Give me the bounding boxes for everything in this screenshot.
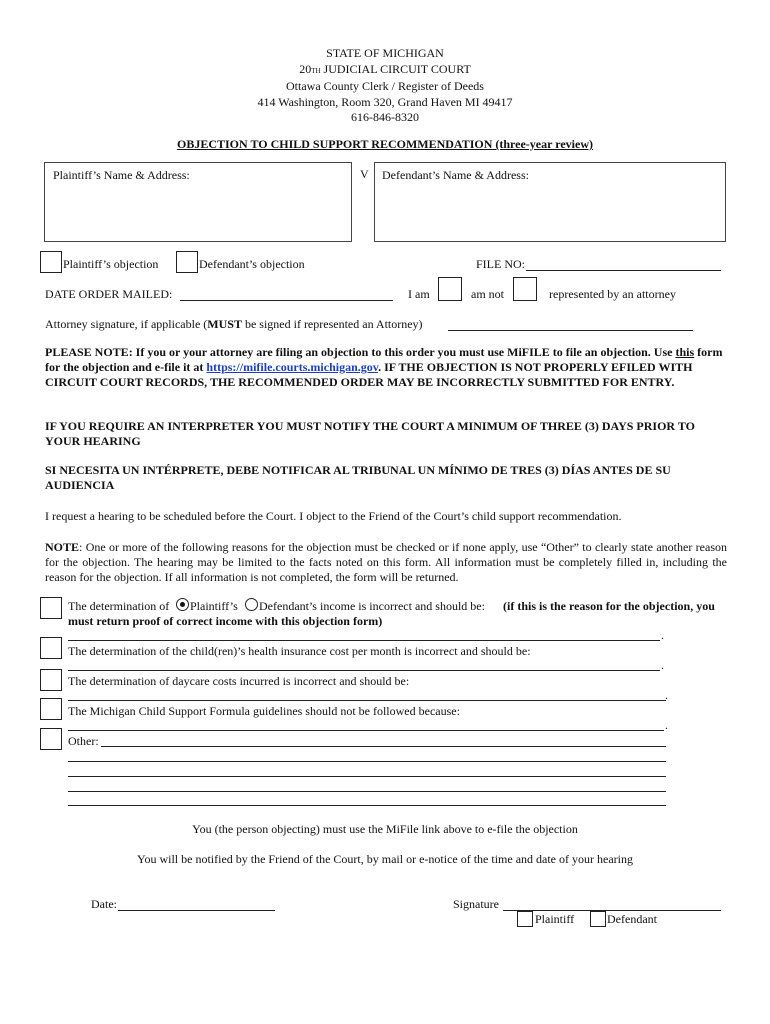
court-line: 20TH JUDICIAL CIRCUIT COURT bbox=[299, 61, 471, 76]
reason-other-checkbox[interactable] bbox=[40, 728, 62, 750]
signature-plaintiff-checkbox[interactable] bbox=[517, 911, 533, 927]
mifile-instruction: You (the person objecting) must use the MiFile link above to e-file the objection bbox=[192, 822, 578, 836]
signature-input[interactable] bbox=[503, 896, 721, 911]
plaintiff-name-address-label: Plaintiff’s Name & Address: bbox=[53, 168, 190, 182]
reason-income-label: The determination of bbox=[68, 599, 170, 613]
clerk-line: Ottawa County Clerk / Register of Deeds bbox=[286, 79, 484, 93]
plaintiff-name-address-field[interactable] bbox=[44, 162, 352, 242]
phone-line: 616-846-8320 bbox=[351, 110, 419, 124]
i-am-checkbox[interactable] bbox=[438, 277, 462, 301]
date-order-mailed-input[interactable] bbox=[180, 286, 393, 301]
file-no-label: FILE NO: bbox=[476, 257, 525, 271]
income-answer-line[interactable] bbox=[68, 640, 660, 641]
form-title: OBJECTION TO CHILD SUPPORT RECOMMENDATION (three-year review) bbox=[176, 137, 593, 151]
attorney-signature-label: Attorney signature, if applicable (MUST be signed if represented an Attorney) bbox=[45, 317, 423, 331]
reason-guidelines-label: The Michigan Child Support Formula guidelines should not be followed because: bbox=[68, 704, 460, 718]
represented-by-attorney-label: represented by an attorney bbox=[549, 287, 676, 301]
signature-plaintiff-label: Plaintiff bbox=[535, 912, 575, 926]
reason-income-checkbox[interactable] bbox=[40, 597, 62, 619]
other-answer-line-5[interactable] bbox=[68, 805, 666, 806]
reason-health-insurance-label: The determination of the child(ren)’s health insurance cost per month is incorrect and should be: bbox=[68, 644, 531, 658]
period-mark: . bbox=[665, 688, 668, 702]
signature-defendant-label: Defendant bbox=[607, 912, 657, 926]
plaintiff-objection-label: Plaintiff’s objection bbox=[63, 257, 159, 271]
defendant-objection-checkbox[interactable] bbox=[176, 251, 198, 273]
reason-health-insurance-checkbox[interactable] bbox=[40, 637, 62, 659]
period-mark: . bbox=[665, 718, 668, 732]
interpreter-notice-english: IF YOU REQUIRE AN INTERPRETER YOU MUST NOTIFY THE COURT A MINIMUM OF THREE (3) DAYS PRIOR TO YOUR HEARING bbox=[45, 419, 695, 448]
mifile-notice: PLEASE NOTE: If you or your attorney are filing an objection to this order you must use MiFILE to file an objection. Use this form for the objection and e-file it at https://mifile.courts.michigan.gov. IF THE OBJECTION IS NOT PROPERLY EFILED WITH CIRCUIT COURT RECORDS, THE RECOMMENDED ORDER MAY BE INCORRECTLY SUBMITTED FOR ENTRY. bbox=[45, 345, 723, 389]
other-answer-line-1[interactable] bbox=[101, 746, 666, 747]
signature-label: Signature bbox=[453, 897, 499, 911]
date-label: Date: bbox=[91, 897, 117, 911]
health-insurance-answer-line[interactable] bbox=[68, 670, 660, 671]
interpreter-notice-spanish: SI NECESITA UN INTÉRPRETE, DEBE NOTIFICAR AL TRIBUNAL UN MÍNIMO DE TRES (3) DÍAS ANTES DE SU AUDIENCIA bbox=[45, 463, 671, 492]
plaintiff-objection-checkbox[interactable] bbox=[40, 251, 62, 273]
state-line: STATE OF MICHIGAN bbox=[326, 46, 444, 60]
am-not-label: am not bbox=[471, 287, 504, 301]
defendant-name-address-field[interactable] bbox=[374, 162, 726, 242]
attorney-signature-input[interactable] bbox=[448, 316, 693, 331]
income-plaintiff-label: Plaintiff’s bbox=[190, 599, 238, 613]
defendant-name-address-label: Defendant’s Name & Address: bbox=[382, 168, 529, 182]
file-no-input[interactable] bbox=[526, 256, 721, 271]
income-defendant-label: Defendant’s income is incorrect and should be: bbox=[259, 599, 485, 613]
period-mark: . bbox=[661, 628, 664, 642]
notification-instruction: You will be notified by the Friend of the Court, by mail or e-notice of the time and date of your hearing bbox=[136, 852, 633, 866]
reason-guidelines-checkbox[interactable] bbox=[40, 698, 62, 720]
date-input[interactable] bbox=[118, 896, 275, 911]
am-not-checkbox[interactable] bbox=[513, 277, 537, 301]
income-proof-note: (if this is the reason for the objection, you must return proof of correct income with this objection form) bbox=[68, 599, 715, 628]
other-answer-line-4[interactable] bbox=[68, 791, 666, 792]
reason-daycare-label: The determination of daycare costs incurred is incorrect and should be: bbox=[68, 674, 410, 688]
period-mark: . bbox=[661, 658, 664, 672]
address-line: 414 Washington, Room 320, Grand Haven MI 49417 bbox=[257, 94, 513, 109]
date-order-mailed-label: DATE ORDER MAILED: bbox=[45, 287, 173, 301]
other-answer-line-3[interactable] bbox=[68, 776, 666, 777]
signature-defendant-checkbox[interactable] bbox=[590, 911, 606, 927]
guidelines-answer-line[interactable] bbox=[68, 730, 664, 731]
note-text: NOTE: One or more of the following reasons for the objection must be checked or if none apply, use “Other” to clearly state another reason for the objection. The hearing may be limited to the facts noted on this form. All information must be completely filled in, including the reason for the objection. If all information is not completed, the form will be returned. bbox=[45, 540, 727, 584]
versus-label: V bbox=[360, 167, 369, 181]
reason-daycare-checkbox[interactable] bbox=[40, 669, 62, 691]
reason-other-label: Other: bbox=[68, 734, 99, 748]
other-answer-line-2[interactable] bbox=[68, 761, 666, 762]
i-am-label: I am bbox=[408, 287, 430, 301]
defendant-objection-label: Defendant’s objection bbox=[199, 257, 305, 271]
hearing-request-text: I request a hearing to be scheduled before the Court. I object to the Friend of the Court’s child support recommendation. bbox=[45, 509, 622, 523]
mifile-link[interactable]: https://mifile.courts.michigan.gov bbox=[206, 360, 379, 374]
court-header bbox=[0, 46, 770, 126]
daycare-answer-line[interactable] bbox=[68, 700, 666, 701]
